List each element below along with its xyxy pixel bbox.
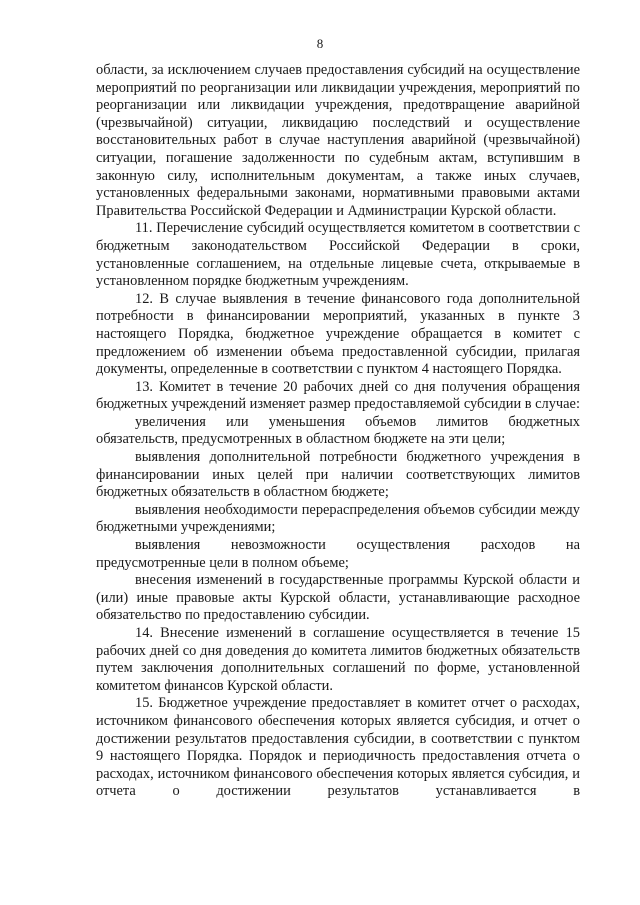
document-body (96, 62, 580, 801)
list-item-additional-need: выявления дополнительной потребности бюджетного учреждения в финансировании иных целей при наличии соответствующих лимитов бюджетных обязательств в областном бюджете; (96, 449, 580, 501)
paragraph-11: 11. Перечисление субсидий осуществляется комитетом в соответствии с бюджетным законодательством Российской Федерации в сроки, установленные соглашением, на отдельные лицевые счета, открываемые в установленном порядке бюджетным учреждениям. (96, 220, 580, 290)
paragraph-14: 14. Внесение изменений в соглашение осуществляется в течение 15 рабочих дней со дня доведения до комитета лимитов бюджетных обязательств путем заключения дополнительных соглашений по форме, установленной комитетом финансов Курской области. (96, 625, 580, 694)
list-item-redistribution: выявления необходимости перераспределения объемов субсидии между бюджетными учреждениями; (96, 501, 580, 536)
page-number: 8 (316, 36, 324, 51)
list-item-limits-change: увеличения или уменьшения объемов лимитов бюджетных обязательств, предусмотренных в областном бюджете на эти цели; (96, 413, 580, 448)
paragraph-13: 13. Комитет в течение 20 рабочих дней со дня получения обращения бюджетных учреждений изменяет размер предоставляемой субсидии в случае: (96, 378, 580, 413)
paragraph-15: 15. Бюджетное учреждение предоставляет в комитет отчет о расходах, источником финансового обеспечения которых является субсидия, и отчет о достижении результатов предоставления субсидии, в соответствии с пунктом 9 настоящего Порядка. Порядок и периодичность предоставления отчета о расходах, источником финансового обеспечения которых является субсидия, и отчета о достижении результатов устанавливается в (96, 695, 580, 800)
list-item-program-changes: внесения изменений в государственные программы Курской области и (или) иные правовые акты Курской области, устанавливающие расходное обязательство по предоставлению субсидии. (96, 572, 580, 624)
paragraph-continuation: области, за исключением случаев предоставления субсидий на осуществление мероприятий по реорганизации или ликвидации учреждения, мероприятий по реорганизации или ликвидации учреждения, предотвращение аварийной (чрезвычайной) ситуации, ликвидацию последствий и осуществление восстановительных работ в случае наступления аварийной (чрезвычайной) ситуации, погашение задолженности по судебным актам, вступившим в законную силу, исполнительным документам, а также иных случаев, установленных федеральными законами, нормативными правовыми актами Правительства Российской Федерации и Администрации Курской области. (96, 62, 580, 219)
list-item-impossibility: выявления невозможности осуществления расходов на предусмотренные цели в полном объеме; (96, 537, 580, 571)
paragraph-12: 12. В случае выявления в течение финансового года дополнительной потребности в финансировании мероприятий, указанных в пункте 3 настоящего Порядка, бюджетное учреждение обращается в комитет с предложением об изменении объема предоставленной субсидии, прилагая документы, определенные в соответствии с пунктом 4 настоящего Порядка. (96, 290, 580, 378)
